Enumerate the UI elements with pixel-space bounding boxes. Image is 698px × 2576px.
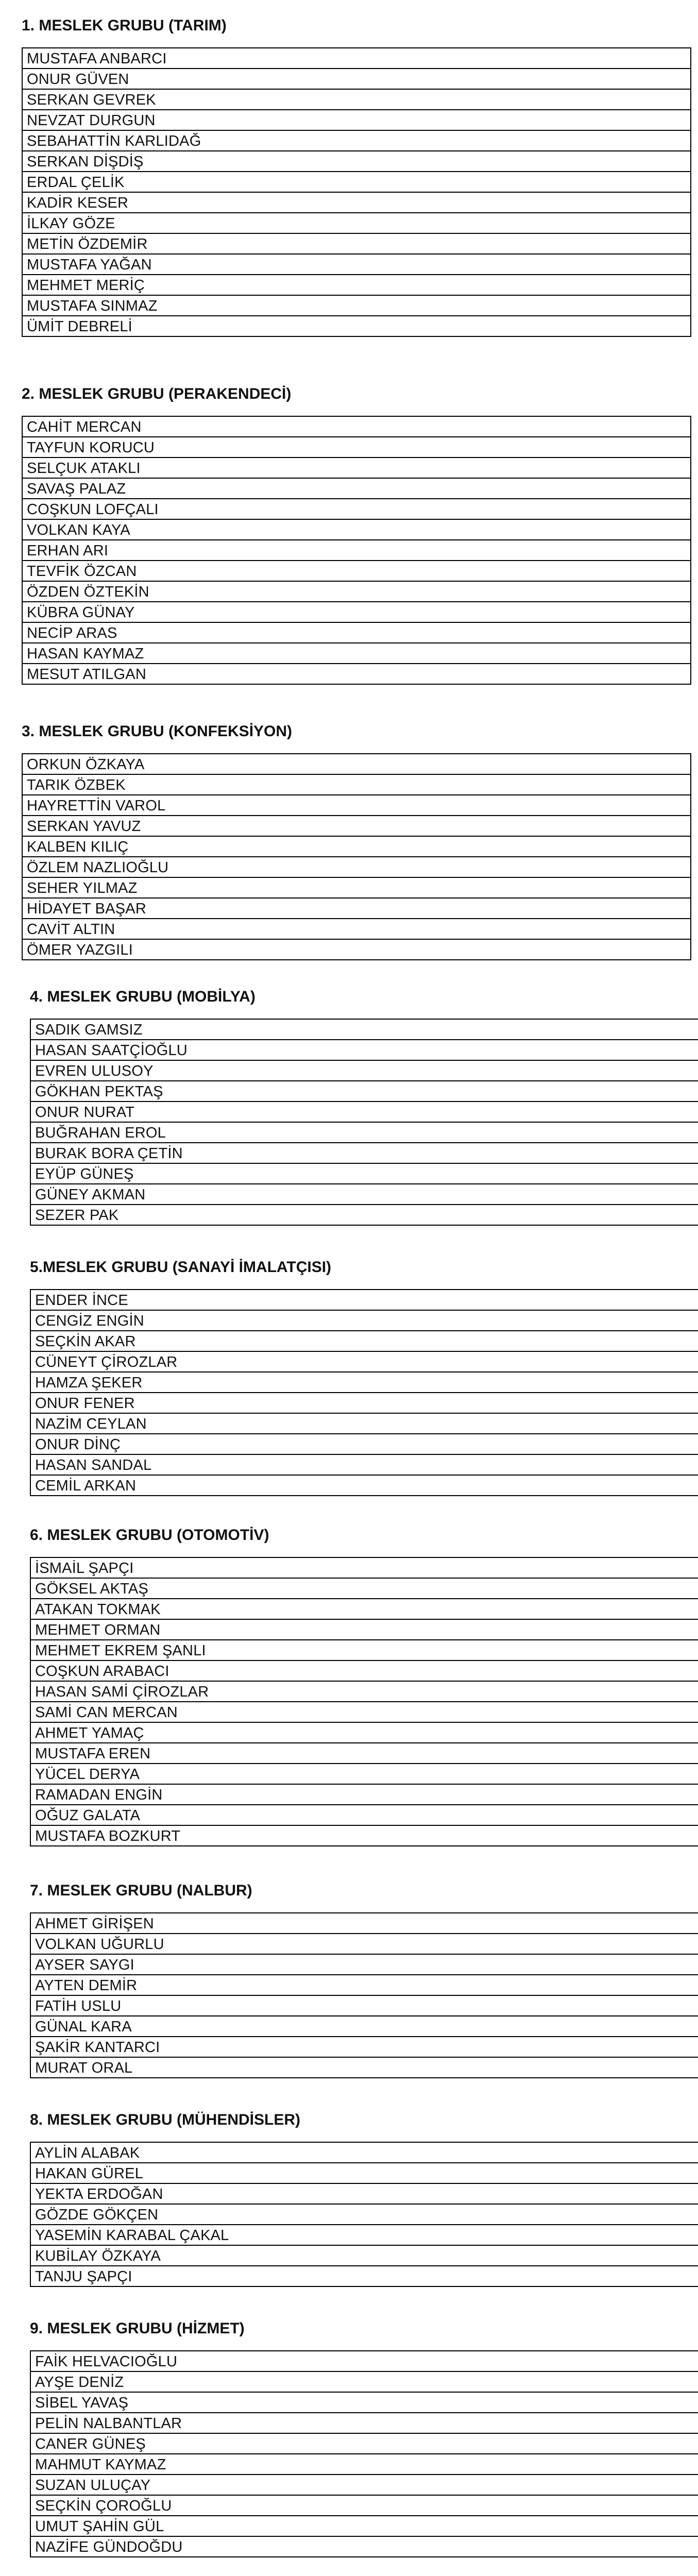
member-row: SAMİ CAN MERCAN [31, 1702, 698, 1723]
member-row: ENDER İNCE [31, 1290, 698, 1311]
member-row: GÖKSEL AKTAŞ [31, 1579, 698, 1599]
member-row: SEZER PAK [31, 1205, 698, 1226]
member-row: SUZAN ULUÇAY [31, 2475, 698, 2496]
member-row: NAZİFE GÜNDOĞDU [31, 2537, 698, 2557]
member-row: ÖZLEM NAZLIOĞLU [23, 857, 690, 878]
member-row: YÜCEL DERYA [31, 1764, 698, 1785]
member-table [22, 753, 691, 960]
member-row: COŞKUN ARABACI [31, 1661, 698, 1682]
member-row: SERKAN GEVREK [23, 90, 690, 110]
group-heading: 3. MESLEK GRUBU (KONFEKSİYON) [22, 723, 293, 740]
member-row: ÖMER YAZGILI [23, 940, 690, 960]
member-row: CAHİT MERCAN [23, 417, 690, 437]
member-row: CANER GÜNEŞ [31, 2434, 698, 2454]
member-row: EYÜP GÜNEŞ [31, 1164, 698, 1184]
member-row: METİN ÖZDEMİR [23, 234, 690, 255]
group-heading: 5.MESLEK GRUBU (SANAYİ İMALATÇISI) [30, 1259, 332, 1276]
member-table [22, 416, 691, 685]
member-row: COŞKUN LOFÇALI [23, 499, 690, 520]
member-row: HAMZA ŞEKER [31, 1372, 698, 1393]
member-row: SERKAN DİŞDİŞ [23, 151, 690, 172]
member-row: MEHMET MERİÇ [23, 275, 690, 296]
group-heading: 2. MESLEK GRUBU (PERAKENDECİ) [22, 385, 292, 402]
member-row: VOLKAN UĞURLU [31, 1934, 698, 1955]
member-row: AYSER SAYGI [31, 1955, 698, 1975]
member-row: GÖZDE GÖKÇEN [31, 2205, 698, 2225]
member-row: ORKUN ÖZKAYA [23, 754, 690, 775]
member-row: MEHMET ORMAN [31, 1620, 698, 1640]
member-row: SAVAŞ PALAZ [23, 479, 690, 499]
member-row: İSMAİL ŞAPÇI [31, 1558, 698, 1579]
member-row: MAHMUT KAYMAZ [31, 2454, 698, 2475]
member-row: ATAKAN TOKMAK [31, 1599, 698, 1620]
member-row: ERDAL ÇELİK [23, 172, 690, 193]
member-row: HASAN SAMİ ÇİROZLAR [31, 1682, 698, 1702]
group-section-9 [30, 2318, 698, 2557]
member-row: AHMET GİRİŞEN [31, 1913, 698, 1934]
member-row: ÖZDEN ÖZTEKİN [23, 582, 690, 602]
group-section-6 [30, 1525, 698, 1846]
member-row: SEBAHATTİN KARLIDAĞ [23, 131, 690, 151]
member-row: HASAN SAATÇİOĞLU [31, 1040, 698, 1061]
member-row: HİDAYET BAŞAR [23, 899, 690, 919]
member-row: PELİN NALBANTLAR [31, 2413, 698, 2434]
member-row: GÖKHAN PEKTAŞ [31, 1081, 698, 1102]
member-row: ONUR GÜVEN [23, 69, 690, 90]
member-row: SEHER YILMAZ [23, 878, 690, 899]
member-row: OĞUZ GALATA [31, 1805, 698, 1826]
member-row: GÜNAL KARA [31, 2016, 698, 2037]
group-section-1 [22, 15, 691, 337]
member-row: NAZİM CEYLAN [31, 1414, 698, 1434]
member-table [30, 1912, 698, 2078]
member-row: NECİP ARAS [23, 623, 690, 643]
group-section-3 [22, 721, 691, 960]
member-row: ŞAKİR KANTARCI [31, 2037, 698, 2058]
member-row: AYŞE DENİZ [31, 2372, 698, 2393]
member-row: TAYFUN KORUCU [23, 437, 690, 458]
member-row: SEÇKİN AKAR [31, 1331, 698, 1352]
member-row: TARIK ÖZBEK [23, 775, 690, 795]
member-row: CAVİT ALTIN [23, 919, 690, 940]
member-row: YASEMİN KARABAL ÇAKAL [31, 2225, 698, 2246]
member-row: SİBEL YAVAŞ [31, 2393, 698, 2413]
member-row: HASAN SANDAL [31, 1455, 698, 1476]
member-row: SEÇKİN ÇOROĞLU [31, 2496, 698, 2516]
member-table [30, 2142, 698, 2287]
member-row: AHMET YAMAÇ [31, 1723, 698, 1743]
member-row: UMUT ŞAHİN GÜL [31, 2516, 698, 2537]
member-row: ONUR FENER [31, 1393, 698, 1414]
member-row: CÜNEYT ÇİROZLAR [31, 1352, 698, 1372]
group-heading: 1. MESLEK GRUBU (TARIM) [22, 17, 227, 34]
member-row: KADİR KESER [23, 193, 690, 213]
member-row: VOLKAN KAYA [23, 520, 690, 540]
member-row: HASAN KAYMAZ [23, 643, 690, 664]
member-row: MUSTAFA ANBARCI [23, 48, 690, 69]
group-heading: 4. MESLEK GRUBU (MOBİLYA) [30, 988, 256, 1005]
group-heading: 9. MESLEK GRUBU (HİZMET) [30, 2320, 245, 2337]
member-row: BURAK BORA ÇETİN [31, 1143, 698, 1164]
group-heading: 8. MESLEK GRUBU (MÜHENDİSLER) [30, 2111, 301, 2128]
member-row: GÜNEY AKMAN [31, 1184, 698, 1205]
member-row: CEMİL ARKAN [31, 1476, 698, 1496]
member-row: ONUR DİNÇ [31, 1434, 698, 1455]
member-row: ONUR NURAT [31, 1102, 698, 1123]
member-row: MUSTAFA SINMAZ [23, 296, 690, 316]
member-row: EVREN ULUSOY [31, 1061, 698, 1081]
member-table [30, 1019, 698, 1226]
member-row: AYTEN DEMİR [31, 1975, 698, 1996]
member-row: RAMADAN ENGİN [31, 1785, 698, 1805]
member-row: MUSTAFA BOZKURT [31, 1826, 698, 1846]
member-row: SELÇUK ATAKLI [23, 458, 690, 479]
member-row: AYLİN ALABAK [31, 2143, 698, 2163]
member-row: İLKAY GÖZE [23, 213, 690, 234]
group-section-7 [30, 1880, 698, 2078]
member-row: FATİH USLU [31, 1996, 698, 2016]
member-row: ERHAN ARI [23, 540, 690, 561]
group-section-5 [30, 1257, 698, 1496]
member-row: YEKTA ERDOĞAN [31, 2184, 698, 2205]
group-section-4 [30, 987, 698, 1226]
member-row: ÜMİT DEBRELİ [23, 316, 690, 337]
member-row: SADIK GAMSIZ [31, 1020, 698, 1040]
member-row: MEHMET EKREM ŞANLI [31, 1640, 698, 1661]
member-row: MUSTAFA EREN [31, 1743, 698, 1764]
member-table [30, 2350, 698, 2557]
member-row: CENGİZ ENGİN [31, 1311, 698, 1331]
member-table [30, 1557, 698, 1846]
member-row: HAYRETTİN VAROL [23, 795, 690, 816]
group-heading: 6. MESLEK GRUBU (OTOMOTİV) [30, 1527, 269, 1544]
member-row: KÜBRA GÜNAY [23, 602, 690, 623]
group-section-2 [22, 384, 691, 685]
member-row: MESUT ATILGAN [23, 664, 690, 685]
member-row: MURAT ORAL [31, 2058, 698, 2078]
member-row: FAİK HELVACIOĞLU [31, 2351, 698, 2372]
member-table [30, 1289, 698, 1496]
member-row: KALBEN KILIÇ [23, 837, 690, 857]
member-table [22, 47, 691, 337]
member-row: BUĞRAHAN EROL [31, 1123, 698, 1143]
member-row: HAKAN GÜREL [31, 2163, 698, 2184]
member-row: SERKAN YAVUZ [23, 816, 690, 837]
group-section-8 [30, 2110, 698, 2287]
member-row: NEVZAT DURGUN [23, 110, 690, 131]
group-heading: 7. MESLEK GRUBU (NALBUR) [30, 1882, 252, 1899]
member-row: TEVFİK ÖZCAN [23, 561, 690, 582]
member-row: TANJU ŞAPÇI [31, 2266, 698, 2287]
member-row: MUSTAFA YAĞAN [23, 255, 690, 275]
member-row: KUBİLAY ÖZKAYA [31, 2246, 698, 2266]
